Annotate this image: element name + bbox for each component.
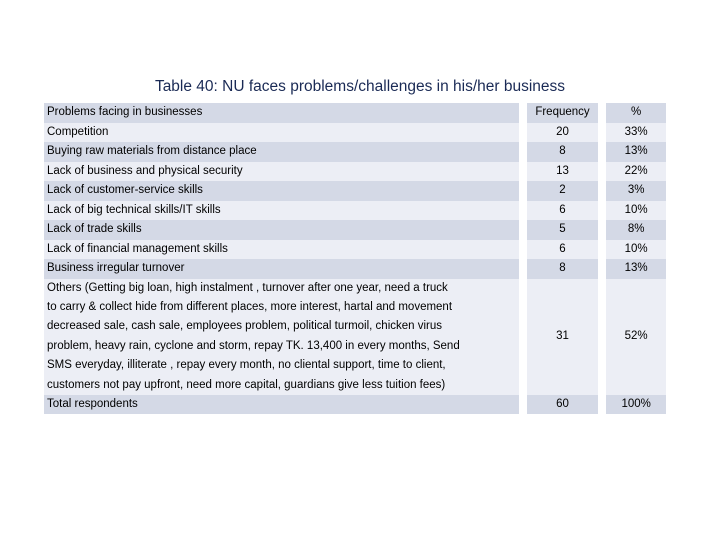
others-percent: 52% bbox=[606, 279, 666, 395]
row-problem: Competition bbox=[44, 123, 519, 143]
row-frequency: 20 bbox=[527, 123, 599, 143]
row-percent: 10% bbox=[606, 201, 666, 221]
others-line: decreased sale, cash sale, employees problem, political turmoil, chicken virus bbox=[47, 320, 443, 333]
row-percent: 10% bbox=[606, 240, 666, 260]
row-frequency: 6 bbox=[527, 240, 599, 260]
others-line: customers not pay upfront, need more capital, guardians give less tuition fees) bbox=[47, 378, 446, 391]
problems-table bbox=[44, 103, 666, 414]
table-row bbox=[44, 162, 666, 182]
row-problem: Lack of big technical skills/IT skills bbox=[44, 201, 519, 221]
total-percent: 100% bbox=[606, 395, 666, 415]
row-problem: Lack of business and physical security bbox=[44, 162, 519, 182]
row-percent: 13% bbox=[606, 142, 666, 162]
table-row-total bbox=[44, 395, 666, 415]
row-problem: Business irregular turnover bbox=[44, 259, 519, 279]
row-problem: Buying raw materials from distance place bbox=[44, 142, 519, 162]
table-row bbox=[44, 181, 666, 201]
row-percent: 13% bbox=[606, 259, 666, 279]
row-frequency: 8 bbox=[527, 259, 599, 279]
table-row bbox=[44, 123, 666, 143]
row-percent: 33% bbox=[606, 123, 666, 143]
row-frequency: 8 bbox=[527, 142, 599, 162]
table-row bbox=[44, 142, 666, 162]
table-row-others bbox=[44, 279, 666, 395]
table-row bbox=[44, 259, 666, 279]
row-percent: 8% bbox=[606, 220, 666, 240]
header-percent: % bbox=[606, 103, 666, 123]
row-percent: 22% bbox=[606, 162, 666, 182]
row-percent: 3% bbox=[606, 181, 666, 201]
others-line: problem, heavy rain, cyclone and storm, repay TK. 13,400 in every months, Send bbox=[47, 339, 460, 352]
others-line: to carry & collect hide from different places, more interest, hartal and movement bbox=[47, 300, 453, 313]
others-frequency: 31 bbox=[527, 279, 599, 395]
others-line: Others (Getting big loan, high instalment , turnover after one year, need a truck bbox=[47, 281, 448, 294]
row-problem: Lack of trade skills bbox=[44, 220, 519, 240]
total-label: Total respondents bbox=[44, 395, 519, 415]
row-problem: Lack of financial management skills bbox=[44, 240, 519, 260]
table-title: Table 40: NU faces problems/challenges in his/her business bbox=[154, 78, 566, 95]
row-frequency: 5 bbox=[527, 220, 599, 240]
others-problem bbox=[44, 279, 519, 395]
row-frequency: 2 bbox=[527, 181, 599, 201]
total-frequency: 60 bbox=[527, 395, 599, 415]
row-frequency: 6 bbox=[527, 201, 599, 221]
header-problem: Problems facing in businesses bbox=[44, 103, 519, 123]
table-row bbox=[44, 220, 666, 240]
table-header-row bbox=[44, 103, 666, 123]
table-row bbox=[44, 201, 666, 221]
others-line: SMS everyday, illiterate , repay every month, no cliental support, time to client, bbox=[47, 359, 446, 372]
row-frequency: 13 bbox=[527, 162, 599, 182]
header-frequency: Frequency bbox=[527, 103, 599, 123]
row-problem: Lack of customer-service skills bbox=[44, 181, 519, 201]
table-row bbox=[44, 240, 666, 260]
